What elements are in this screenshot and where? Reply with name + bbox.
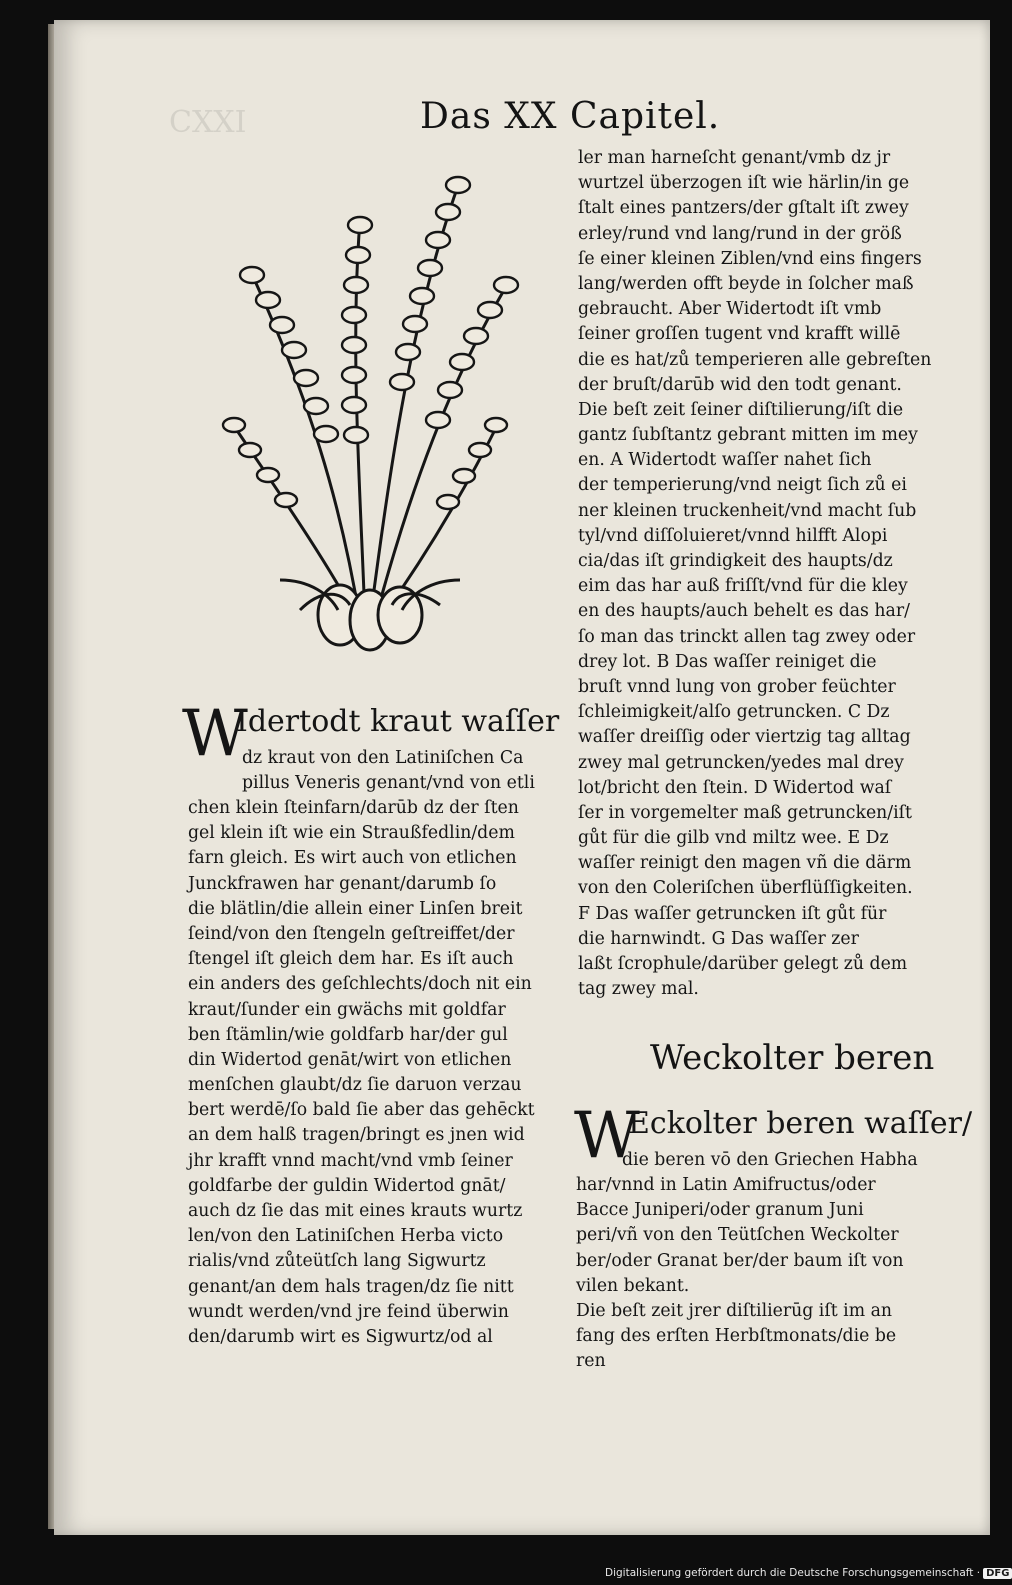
text-line: chen klein ſteinfarn/darūb dz der ſten	[188, 798, 519, 818]
text-line: die beren vō den Griechen Habha	[622, 1150, 918, 1170]
text-line: auch dz ſie das mit eines krauts wurtz	[188, 1201, 523, 1221]
text-line: ſeiner groſſen tugent vnd krafft willē	[578, 324, 901, 345]
text-line: ler man harneſcht genant/vmb dz jr	[578, 148, 891, 168]
text-line: tag zwey mal.	[578, 979, 699, 1000]
text-line: tyl/vnd diſſoluieret/vnnd hilfft Alopi	[578, 525, 888, 546]
right-section-heading: Eckolter beren waſſer/	[628, 1106, 973, 1141]
text-line: laßt ſcrophule/darüber gelegt zů dem	[578, 954, 908, 974]
text-line: ben ſtämlin/wie goldfarb har/der gul	[188, 1024, 508, 1045]
section-subheading: Weckolter beren	[650, 1038, 935, 1078]
decorated-initial-w-second: W	[574, 1099, 640, 1173]
text-line: an dem halß tragen/bringt es jnen wid	[188, 1125, 525, 1146]
text-line: en. A Widertodt waſſer nahet ſich	[578, 450, 872, 471]
left-column-text	[188, 796, 566, 1350]
text-line: Bacce Juniperi/oder granum Juni	[576, 1200, 864, 1221]
text-line: gůt für die gilb vnd miltz wee. E Dz	[578, 828, 889, 849]
text-line: len/von den Latiniſchen Herba victo	[188, 1226, 504, 1247]
text-line: die blätlin/die allein einer Linſen breit	[188, 898, 523, 919]
text-line: Die beſt zeit jrer diſtilierūg iſt im an	[576, 1300, 893, 1321]
text-line: waſſer reinigt den magen vñ die därm	[578, 853, 912, 874]
chapter-title: Das XX Capitel.	[420, 96, 721, 137]
text-line: ſtengel iſt gleich dem har. Es iſt auch	[188, 949, 514, 970]
text-line: ner kleinen truckenheit/vnd macht ſub	[578, 500, 917, 521]
left-column-indented-text	[242, 746, 542, 796]
text-line: ſer in vorgemelter maß getruncken/iſt	[578, 802, 912, 823]
digitization-credit-footer	[605, 1567, 1010, 1585]
text-line: ren	[576, 1351, 606, 1372]
text-line: die harnwindt. G Das waſſer zer	[578, 928, 859, 949]
text-line: kraut/ſunder ein gwächs mit goldfar	[188, 999, 506, 1020]
text-line: drey lot. B Das waſſer reiniget die	[578, 651, 877, 672]
text-line: farn gleich. Es wirt auch von etlichen	[188, 848, 517, 869]
text-line: jhr krafft vnnd macht/vnd vmb ſeiner	[188, 1150, 513, 1171]
text-line: vilen bekant.	[576, 1275, 690, 1296]
text-line: gantz ſubſtantz gebrant mitten im mey	[578, 425, 918, 446]
footer-credit-text: Digitalisierung gefördert durch die Deutsche Forschungsgemeinschaft ·	[605, 1567, 981, 1579]
text-line: cia/das iſt grindigkeit des haupts/dz	[578, 551, 893, 571]
text-line: goldfarbe der guldin Widertod gnāt/	[188, 1175, 506, 1196]
text-line: zwey mal getruncken/yedes mal drey	[578, 752, 904, 773]
left-section-heading: Idertodt kraut waſſer	[236, 704, 560, 739]
text-line: den/darumb wirt es Sigwurtz/od al	[188, 1326, 493, 1347]
text-line: von den Coleriſchen überflüſſigkeiten.	[578, 878, 913, 899]
text-line: ein anders des geſchlechts/doch nit ein	[188, 974, 532, 995]
text-line: dz kraut von den Latiniſchen Ca	[242, 748, 524, 768]
text-line: din Widertod genāt/wirt von etlichen	[188, 1049, 512, 1070]
right-lower-indented-text	[622, 1148, 952, 1173]
decorated-initial-w: W	[182, 697, 248, 771]
text-line: der bruſt/darūb wid den todt genant.	[578, 374, 902, 395]
text-line: wundt werden/vnd jre feind überwin	[188, 1301, 509, 1322]
text-line: waſſer dreiſſig oder viertzig tag alltag	[578, 727, 911, 748]
fern-woodcut-illustration	[210, 150, 530, 655]
text-line: Junckfrawen har genant/darumb ſo	[188, 873, 497, 894]
text-line: ſo man das trinckt allen tag zwey oder	[578, 626, 916, 647]
text-line: die es hat/zů temperieren alle gebreſten	[578, 349, 932, 370]
text-line: fang des erſten Herbſtmonats/die be	[576, 1326, 897, 1347]
text-line: har/vnnd in Latin Amifructus/oder	[576, 1175, 876, 1195]
dfg-logo: DFG	[983, 1568, 1012, 1579]
text-line: rialis/vnd zůteütſch lang Sigwurtz	[188, 1251, 486, 1272]
text-line: Die beſt zeit ſeiner diſtilierung/iſt die	[578, 399, 904, 420]
text-line: bruſt vnnd lung von grober feüchter	[578, 676, 896, 697]
text-line: gebraucht. Aber Widertodt iſt vmb	[578, 299, 882, 320]
text-line: bert werdē/ſo bald ſie aber das gehēckt	[188, 1100, 535, 1121]
text-line: lang/werden offt beyde in ſolcher maß	[578, 273, 914, 294]
text-line: ſe einer kleinen Ziblen/vnd eins fingers	[578, 248, 922, 269]
text-line: en des haupts/auch behelt es das har/	[578, 601, 910, 622]
text-line: ſeind/von den ſtengeln geſtreiffet/der	[188, 923, 515, 944]
right-column-text	[578, 146, 968, 1002]
text-line: ſchleimigkeit/alſo getruncken. C Dz	[578, 702, 890, 723]
text-line: genant/an dem hals tragen/dz ſie nitt	[188, 1276, 514, 1297]
text-line: der temperierung/vnd neigt ſich zů ei	[578, 475, 907, 496]
text-line: ber/oder Granat ber/der baum iſt von	[576, 1250, 904, 1271]
right-lower-column-text	[576, 1173, 961, 1375]
book-page	[54, 20, 990, 1535]
text-line: gel klein iſt wie ein Straußfedlin/dem	[188, 823, 515, 844]
text-line: peri/vñ von den Teütſchen Weckolter	[576, 1225, 899, 1246]
text-line: pillus Veneris genant/vnd von etli	[242, 773, 535, 794]
text-line: ſtalt eines pantzers/der gſtalt iſt zwey	[578, 198, 909, 219]
text-line: F Das waſſer getruncken iſt gůt für	[578, 903, 887, 924]
text-line: lot/bricht den ſtein. D Widertod waſ	[578, 777, 892, 798]
text-line: erley/rund vnd lang/rund in der größ	[578, 223, 902, 244]
text-line: wurtzel überzogen iſt wie härlin/in ge	[578, 173, 910, 194]
bleed-through-text: CXXI	[169, 105, 247, 140]
text-line: menſchen glaubt/dz ſie daruon verzau	[188, 1075, 522, 1096]
text-line: eim das har auß friſſt/vnd für die kley	[578, 576, 908, 597]
